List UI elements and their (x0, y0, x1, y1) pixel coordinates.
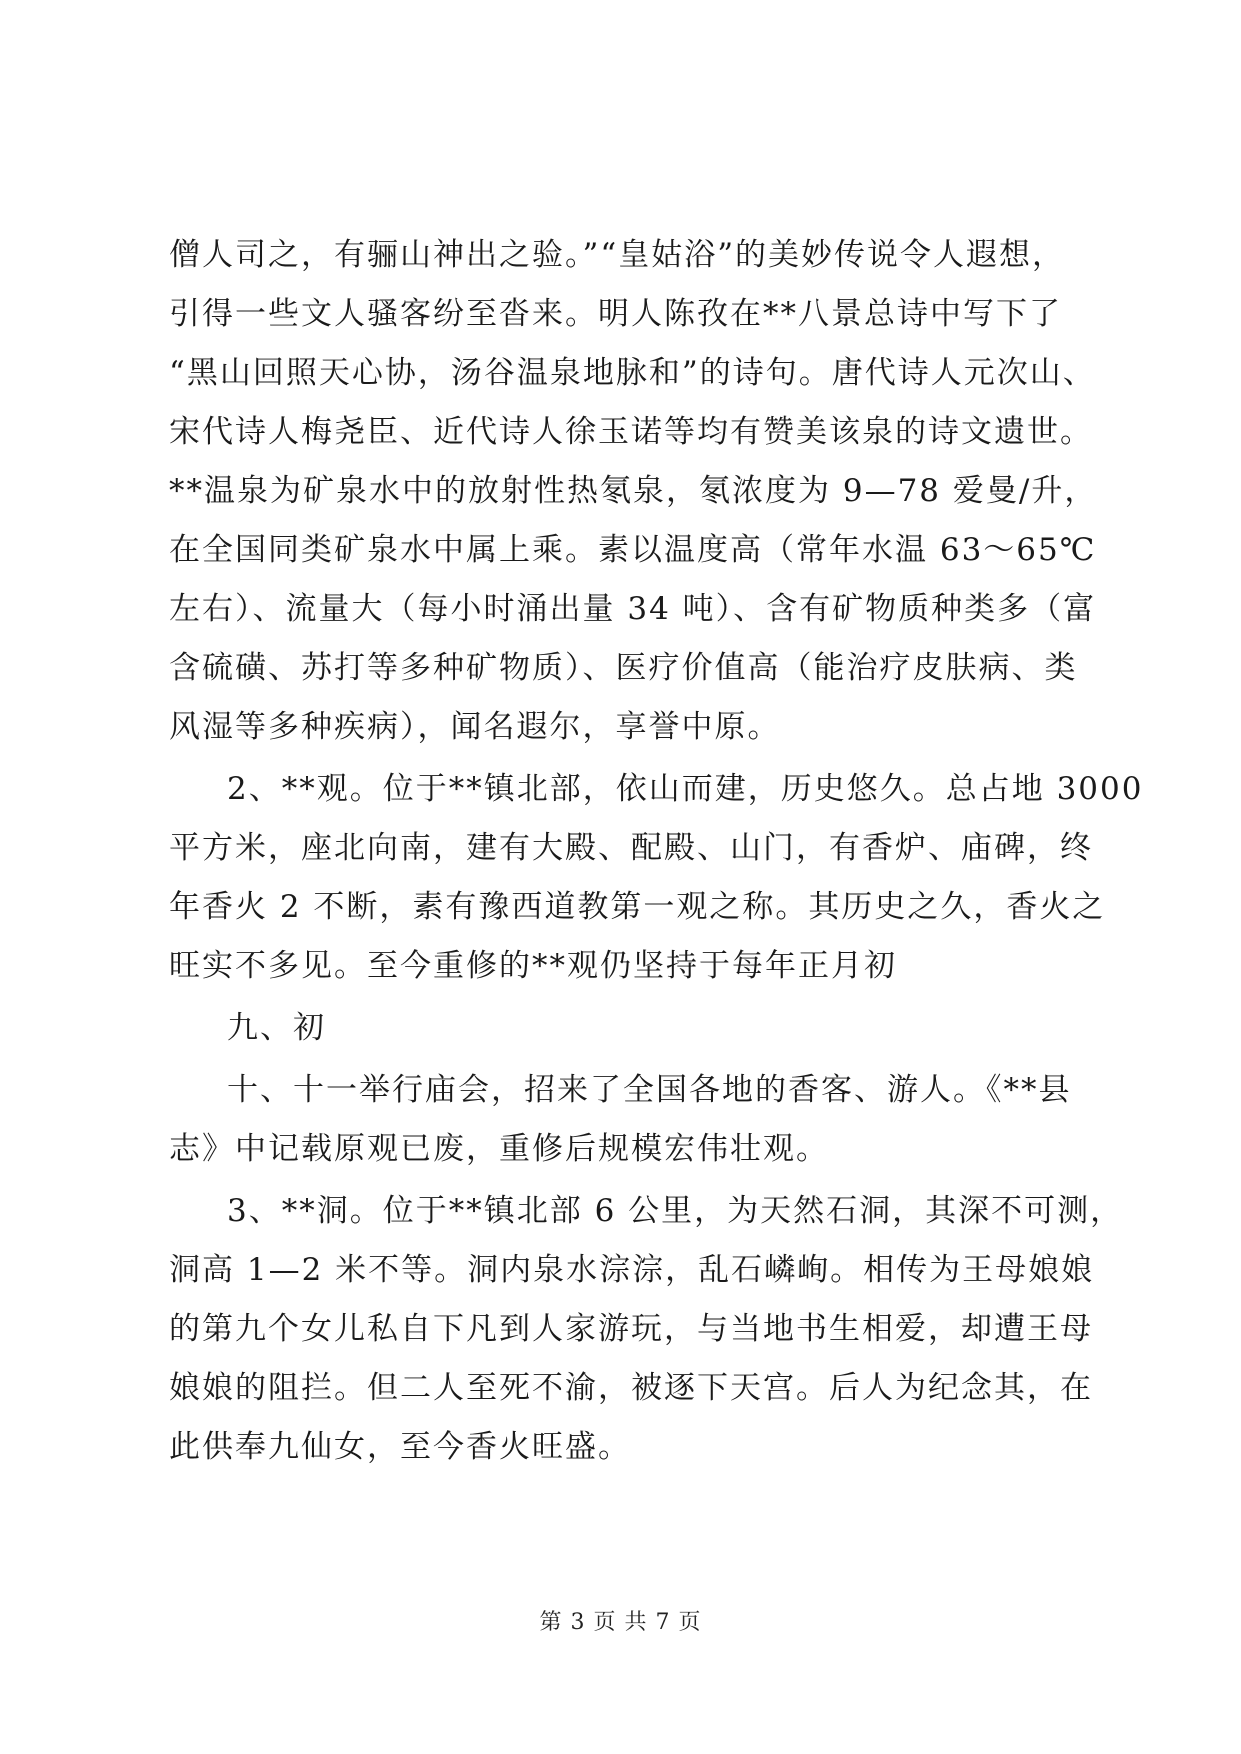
document-body (169, 226, 1144, 1477)
text-line: 2、**观。位于**镇北部，依山而建，历史悠久。总占地 3000 (227, 771, 1144, 807)
page-indicator: 第 3 页 共 7 页 (539, 1610, 702, 1635)
text-line: 年香火 2 不断，素有豫西道教第一观之称。其历史之久，香火之 (169, 889, 1106, 925)
text-line: “黑山回照天心协，汤谷温泉地脉和”的诗句。唐代诗人元次山、 (169, 355, 1096, 391)
text-line: 十、十一举行庙会，招来了全国各地的香客、游人。《**县 (227, 1072, 1072, 1108)
text-line: 平方米，座北向南，建有大殿、配殿、山门，有香炉、庙碑，终 (169, 830, 1093, 866)
text-line: **温泉为矿泉水中的放射性热氡泉，氡浓度为 9—78 爱曼/升， (169, 473, 1098, 509)
page-footer (0, 1608, 1241, 1638)
text-line: 的第九个女儿私自下凡到人家游玩，与当地书生相爱，却遭王母 (169, 1311, 1093, 1347)
text-line: 宋代诗人梅尧臣、近代诗人徐玉诺等均有赞美该泉的诗文遗世。 (169, 414, 1093, 450)
text-line: 志》中记载原观已废，重修后规模宏伟壮观。 (169, 1131, 829, 1167)
text-line: 娘娘的阻拦。但二人至死不渝，被逐下天宫。后人为纪念其，在 (169, 1370, 1093, 1406)
text-line: 3、**洞。位于**镇北部 6 公里，为天然石洞，其深不可测， (227, 1193, 1124, 1229)
text-line: 九、初 (227, 1010, 326, 1046)
text-line: 旺实不多见。至今重修的**观仍坚持于每年正月初 (169, 948, 897, 984)
text-line: 左右）、流量大（每小时涌出量 34 吨）、含有矿物质种类多（富 (169, 591, 1097, 627)
text-line: 僧人司之，有骊山神出之验。”“皇姑浴”的美妙传说令人遐想， (169, 237, 1066, 273)
text-line: 引得一些文人骚客纷至沓来。明人陈孜在**八景总诗中写下了 (169, 296, 1062, 332)
text-line: 此供奉九仙女，至今香火旺盛。 (169, 1429, 631, 1465)
text-line: 含硫磺、苏打等多种矿物质）、医疗价值高（能治疗皮肤病、类 (169, 650, 1078, 686)
text-line: 洞高 1—2 米不等。洞内泉水淙淙，乱石嶙峋。相传为王母娘娘 (169, 1252, 1095, 1288)
text-line: 风湿等多种疾病），闻名遐尔，享誉中原。 (169, 709, 781, 745)
text-line: 在全国同类矿泉水中属上乘。素以温度高（常年水温 63～65℃ (169, 532, 1097, 568)
